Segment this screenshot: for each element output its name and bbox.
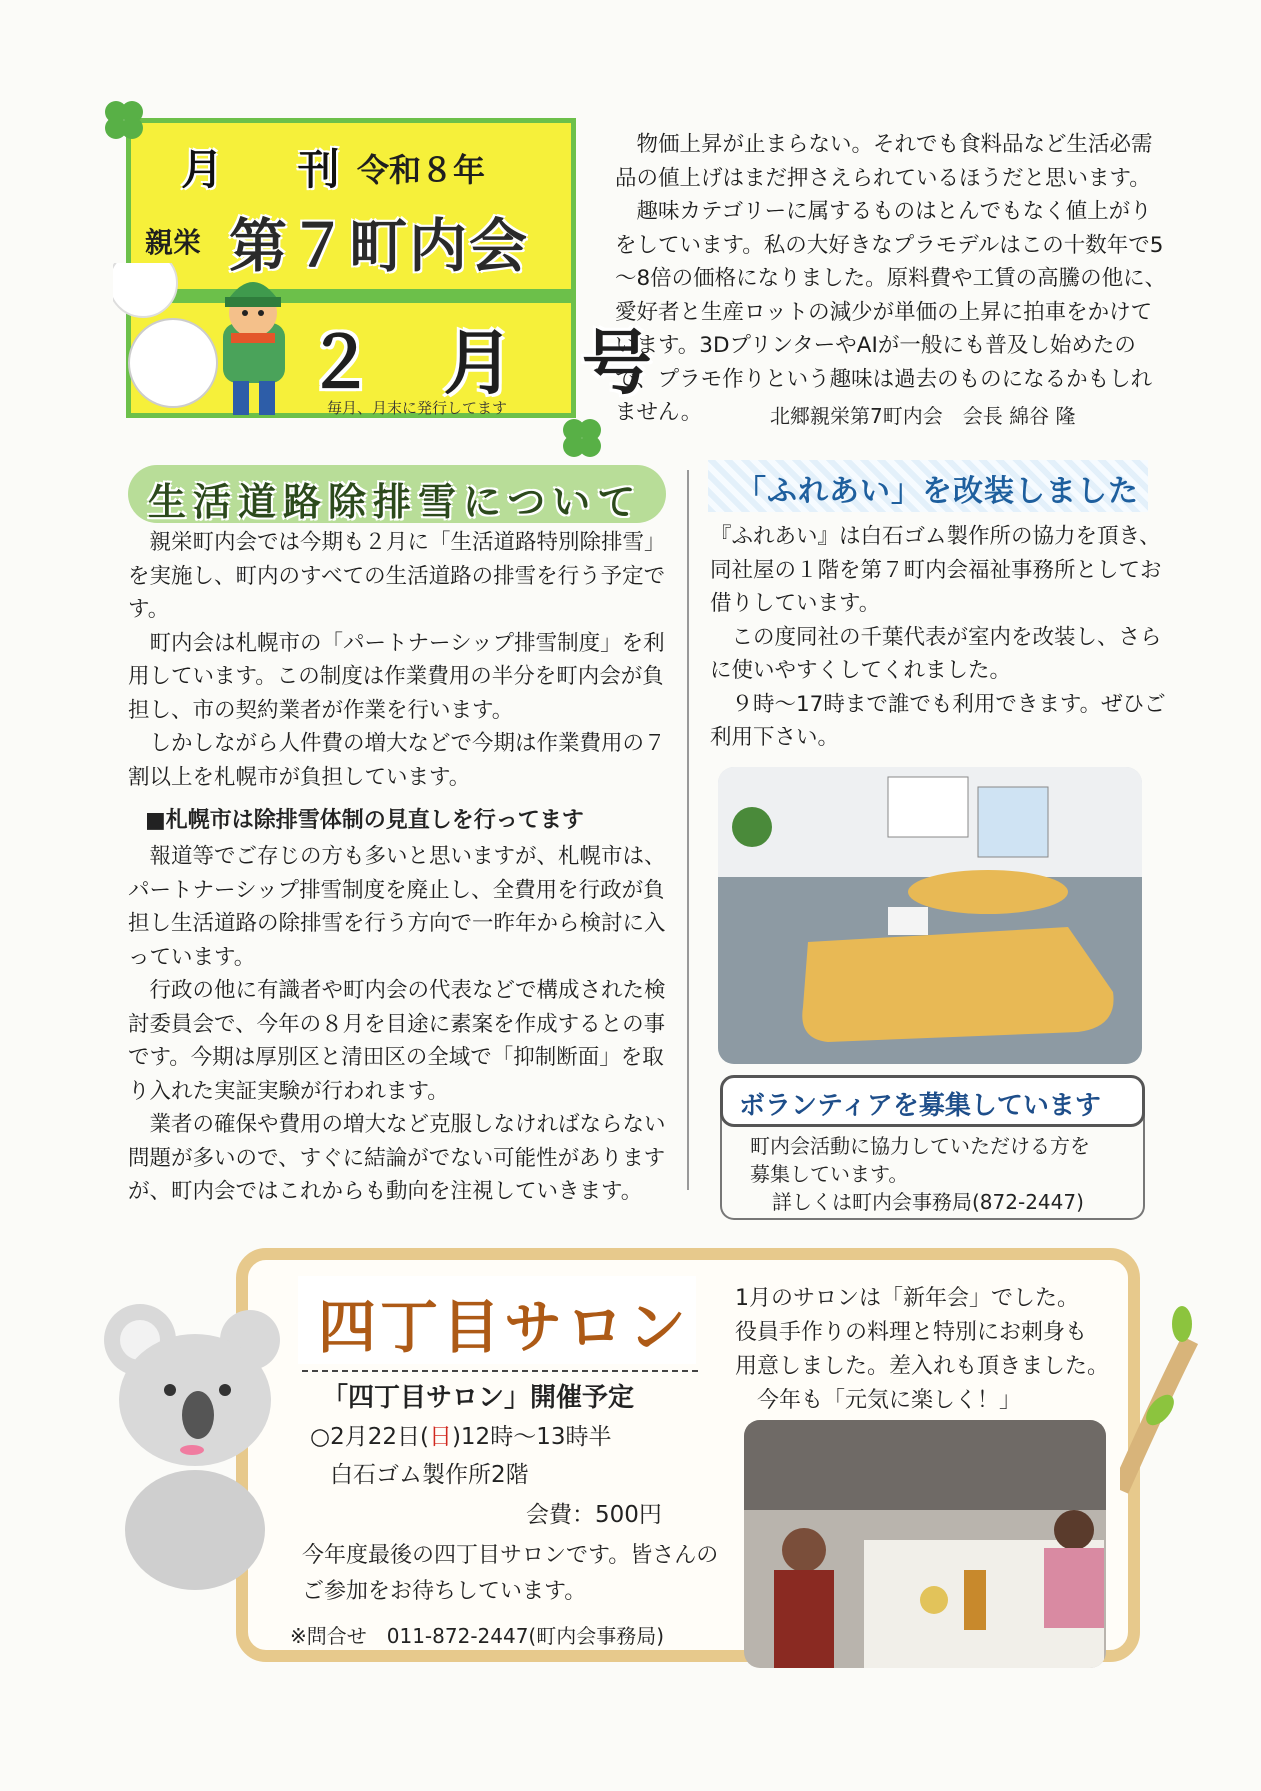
masthead-issue: ２ 月 号 <box>305 322 674 404</box>
masthead-monthly: 月 刊 <box>181 145 370 194</box>
koala-illustration <box>100 1290 280 1590</box>
paragraph: ９時～17時まで誰でも利用できます。ぜひご利用下さい。 <box>710 691 1166 750</box>
report-line: 今年も「元気に楽しく！」 <box>757 1388 1022 1413</box>
fureai-heading <box>708 460 1148 512</box>
paragraph: 『ふれあい』は白石ゴム製作所の協力を頂き、同社屋の１階を第７町内会福祉事務所としてお借りしています。 <box>710 524 1162 616</box>
party-photo-illustration <box>744 1420 1106 1668</box>
clover-icon <box>96 92 152 148</box>
snow-removal-body <box>128 526 668 794</box>
snow-removal-body-2 <box>128 840 668 1209</box>
salon-title: 四丁目サロン <box>318 1293 691 1361</box>
report-line: 1月のサロンは「新年会」でした。 <box>735 1286 1079 1311</box>
chairman-signature: 北郷親栄第7町内会 会長 綿谷 隆 <box>770 404 1076 428</box>
chairman-message <box>615 128 1170 430</box>
masthead-note: 毎月、月末に発行してます <box>327 399 508 417</box>
salon-plan: 「四丁目サロン」開催予定 <box>322 1383 635 1413</box>
renovated-room-photo <box>718 767 1142 1064</box>
masthead-shinei: 親栄 <box>145 226 202 259</box>
room-photo-illustration <box>718 767 1142 1064</box>
salon-divider <box>302 1370 698 1372</box>
salon-fee: 会費：500円 <box>526 1502 662 1528</box>
report-line: 役員手作りの料理と特別にお刺身も <box>735 1320 1088 1345</box>
volunteer-line: 町内会活動に協力していただける方を <box>750 1134 1090 1158</box>
date-suffix: )12時～13時半 <box>451 1424 612 1450</box>
volunteer-line: 募集しています。 <box>750 1162 909 1186</box>
paragraph: 行政の他に有識者や町内会の代表などで構成された検討委員会で、今年の８月を目途に素案を作成するとの事です。今期は厚別区と清田区の全域で「抑制断面」を取り入れた実証実験が行われます。 <box>128 978 666 1104</box>
column-divider <box>687 470 689 1190</box>
volunteer-heading <box>720 1075 1145 1127</box>
salon-report <box>735 1282 1115 1418</box>
paragraph: 報道等でご存じの方も多いと思いますが、札幌市は、パートナーシップ排雪制度を廃止し、全費用を行政が負担し生活道路の除排雪を行う方向で一昨年から検討に入っています。 <box>128 844 666 970</box>
salon-place: 白石ゴム製作所2階 <box>330 1462 529 1488</box>
masthead-year: 令和８年 <box>357 151 486 189</box>
new-year-party-photo <box>744 1420 1106 1668</box>
paragraph: この度同社の千葉代表が室内を改装し、さらに使いやすくしてくれました。 <box>710 624 1162 683</box>
date-day: 日 <box>428 1424 452 1450</box>
paragraph: 業者の確保や費用の増大など克服しなければならない問題が多いので、すぐに結論がでない可能性がありますが、町内会ではこれからも動向を注視していきます。 <box>128 1112 666 1204</box>
date-prefix: ○2月22日( <box>310 1424 429 1450</box>
heading-text: 生活道路除排雪について <box>148 480 643 524</box>
clover-icon <box>554 410 610 466</box>
masthead <box>126 118 674 418</box>
masthead-title: 第７町内会 <box>229 212 530 280</box>
paragraph: 町内会は札幌市の「パートナーシップ排雪制度」を利用しています。この制度は作業費用の半分を町内会が負担し、市の契約業者が作業を行います。 <box>128 630 665 723</box>
snow-removal-subheading: ■札幌市は除排雪体制の見直しを行ってます <box>145 808 584 833</box>
fureai-body <box>710 520 1170 755</box>
branch-illustration <box>1120 1300 1200 1500</box>
paragraph: 親栄町内会では今期も２月に「生活道路特別除排雪」を実施し、町内のすべての生活道路の排雪を行う予定です。 <box>128 530 666 622</box>
heading-text: 「ふれあい」を改装しました <box>736 474 1139 509</box>
paragraph: 趣味カテゴリーに属するものはとんでもなく値上がりをしています。私の大好きなプラモデルはこの十数年で5～8倍の価格になりました。原料費や工賃の高騰の他に、愛好者と生産ロットの減少が単価の上昇に拍車をかけています。3DプリンターやAIが一般にも普及し始めたので、プラモ作りという趣味は過去のものになるかもしれません。 <box>615 199 1167 425</box>
snow-removal-heading <box>128 465 666 523</box>
paragraph: しかしながら人件費の増大などで今期は作業費用の７割以上を札幌市が負担しています。 <box>128 731 666 790</box>
salon-description: 今年度最後の四丁目サロンです。皆さんのご参加をお待ちしています。 <box>302 1543 719 1604</box>
salon-contact: ※問合せ 011-872-2447(町内会事務局) <box>290 1624 665 1648</box>
report-line: 用意しました。差入れも頂きました。 <box>735 1354 1110 1379</box>
paragraph: 物価上昇が止まらない。それでも食料品など生活必需品の値上げはまだ押さえられているほうだと思います。 <box>615 132 1153 191</box>
volunteer-contact: 詳しくは町内会事務局(872-2447) <box>772 1190 1084 1214</box>
salon-date <box>310 1418 611 1451</box>
heading-text: ボランティアを募集しています <box>739 1091 1101 1121</box>
